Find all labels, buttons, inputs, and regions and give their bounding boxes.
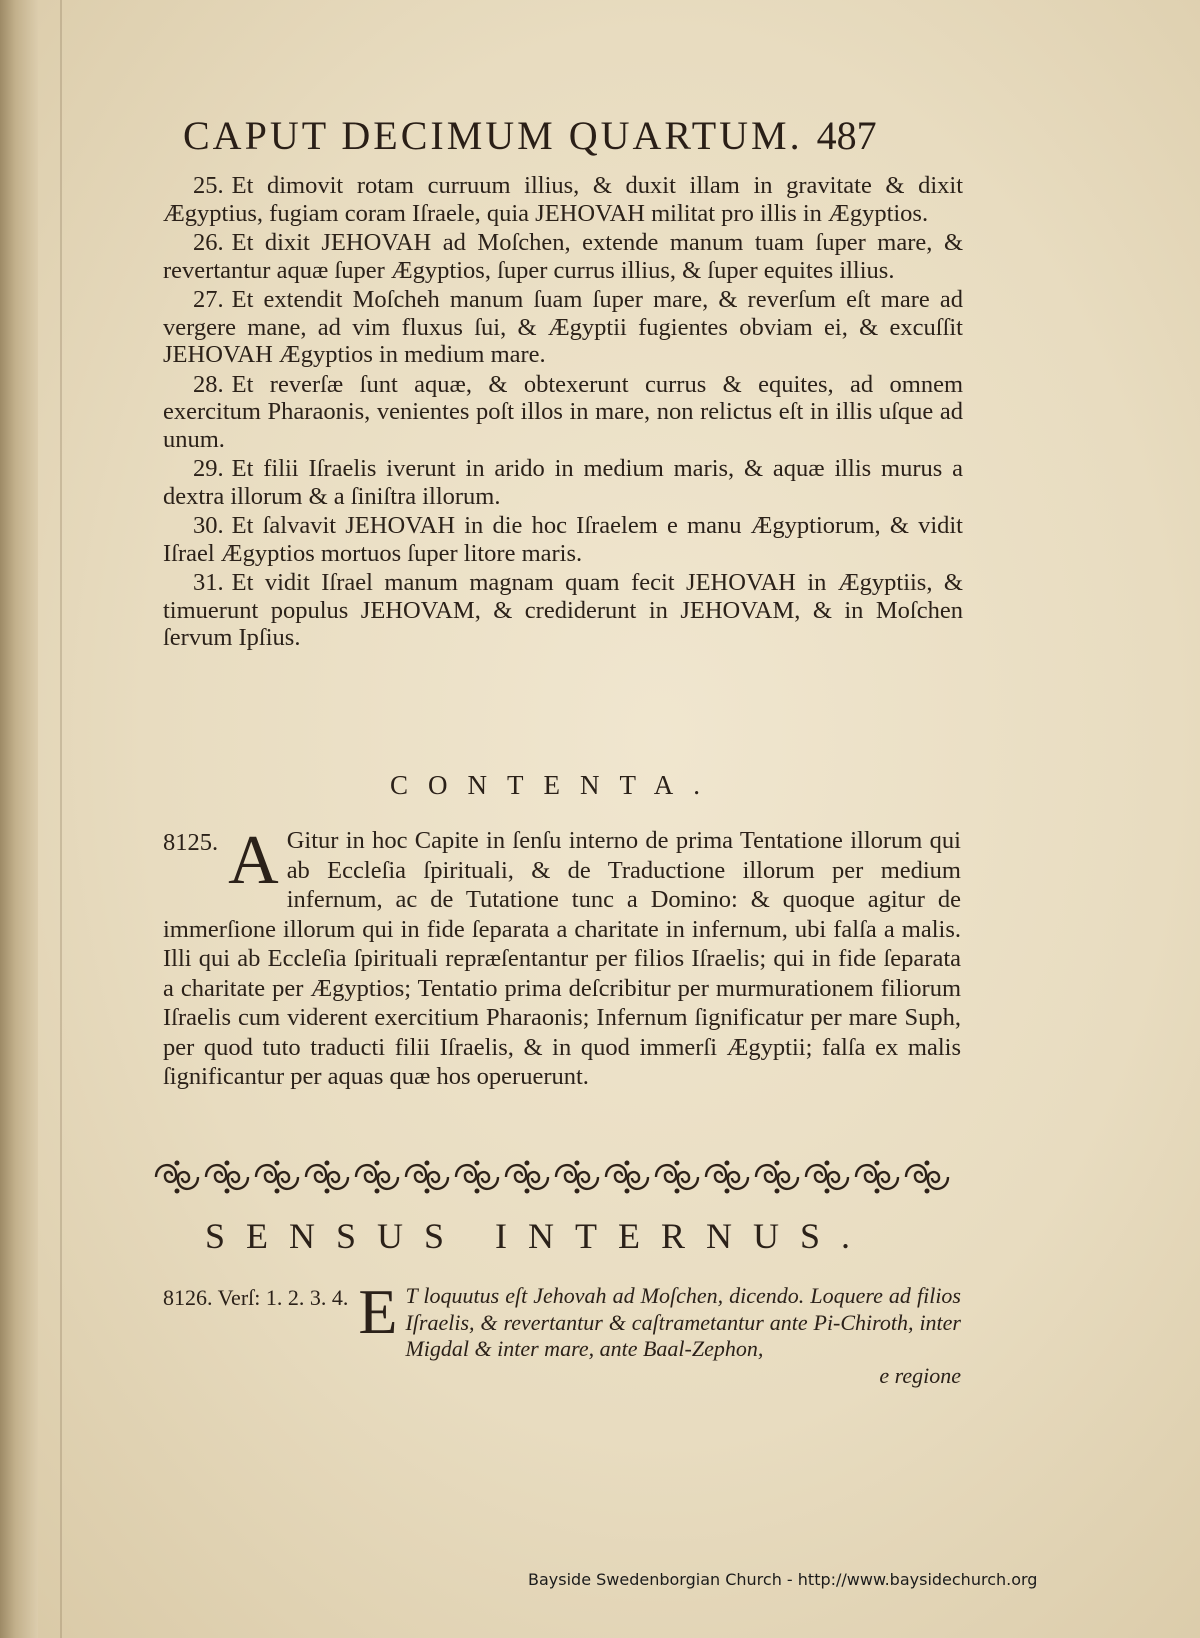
verse-number: 26. <box>193 229 224 256</box>
verse-text: Et extendit Moſcheh manum ſuam ſuper mare, & reverſum eſt mare ad vergere mane, ad vim fluxus ſui, & Ægyptii fugientes obviam ei, & excuſſit JEHOVAH Ægyptios in medium mare. <box>163 286 963 368</box>
verse-29 <box>163 455 963 510</box>
page-number: 487 <box>816 113 877 158</box>
verse-block <box>163 172 963 654</box>
contenta-text: Gitur in hoc Capite in ſenſu interno de prima Tentatione illorum qui ab Eccleſia ſpirituali, & de Traductione illorum per medium infernum, ac de Tutatione tunc a Domino: & quoque agitur de immerſione illorum qui in fide ſeparata a charitate in infernum, ubi falſa a malis. Illi qui ab Eccleſia ſpirituali repræſentantur per filios Iſraelis; qui in fide ſeparata a charitate per Ægyptios; Tentatio prima deſcribitur per murmurationem filiorum Iſraelis cum viderent exercitium Pharaonis; Infernum ſignificatur per mare Suph, per quod tuto traducti filii Iſraelis, & in quod immerſi Ægyptii; falſa ex malis ſignificantur per aquas quæ hos operuerunt. <box>163 827 961 1090</box>
verse-number: 25. <box>193 172 224 199</box>
verse-text: Et vidit Iſrael manum magnam quam fecit JEHOVAH in Ægyptiis, & timuerunt populus JEHOVAM, & crediderunt in JEHOVAM, & in Moſchen ſervum Ipſius. <box>163 569 963 651</box>
verse-25 <box>163 172 963 227</box>
ornamental-divider <box>152 1155 952 1199</box>
verse-number: 31. <box>193 569 224 596</box>
verse-text: Et ſalvavit JEHOVAH in die hoc Iſraelem e manu Ægyptiorum, & vidit Iſrael Ægyptios mortuos ſuper litore maris. <box>163 512 963 567</box>
verse-28 <box>163 371 963 454</box>
sensus-heading: SENSUS INTERNUS. <box>205 1216 872 1256</box>
paragraph-number: 8125. <box>163 829 219 856</box>
sensus-text: T loquutus eſt Jehovah ad Moſchen, dicendo. Loquere ad filios Iſraelis, & revertantur & caſtrametantur ante Pi-Chiroth, inter Migdal & inter mare, ante Baal-Zephon, <box>405 1283 961 1361</box>
gutter-shadow <box>60 0 62 1638</box>
verse-number: 27. <box>193 286 224 313</box>
verse-text: Et reverſæ ſunt aquæ, & obtexerunt currus & equites, ad omnem exercitum Pharaonis, venientes poſt illos in mare, non relictus eſt in illis uſque ad unum. <box>163 370 963 453</box>
sensus-paragraph <box>163 1276 961 1389</box>
verse-30 <box>163 512 963 567</box>
drop-cap: E <box>358 1276 398 1347</box>
watermark-footer: Bayside Swedenborgian Church - http://www.baysidechurch.org <box>528 1570 1038 1589</box>
verse-31 <box>163 569 963 652</box>
verse-26 <box>163 229 963 284</box>
contenta-heading: CONTENTA. <box>389 770 721 800</box>
verse-number: 30. <box>193 512 224 539</box>
verse-reference: Verſ: 1. 2. 3. 4. <box>217 1285 349 1310</box>
verse-text: Et filii Iſraelis iverunt in arido in medium maris, & aquæ illis murus a dextra illorum & a ſiniſtra illorum. <box>163 455 963 510</box>
paragraph-number <box>163 1285 348 1312</box>
running-head <box>183 112 983 159</box>
verse-number: 29. <box>193 455 224 482</box>
chapter-title: CAPUT DECIMUM QUARTUM. <box>183 113 803 158</box>
verse-number: 28. <box>193 370 224 398</box>
page-gutter <box>0 0 38 1638</box>
verse-27 <box>163 286 963 369</box>
verse-text: Et dimovit rotam curruum illius, & duxit illam in gravitate & dixit Ægyptius, fugiam coram Iſraele, quia JEHOVAH militat pro illis in Ægyptios. <box>163 172 963 227</box>
verse-text: Et dixit JEHOVAH ad Moſchen, extende manum tuam ſuper mare, & revertantur aquæ ſuper Ægyptios, ſuper currus illius, & ſuper equites illius. <box>163 229 963 284</box>
drop-cap: A <box>228 822 279 899</box>
contenta-paragraph <box>163 822 961 1092</box>
catchword: e regione <box>879 1362 961 1388</box>
sensus-number: 8126. <box>163 1285 213 1310</box>
